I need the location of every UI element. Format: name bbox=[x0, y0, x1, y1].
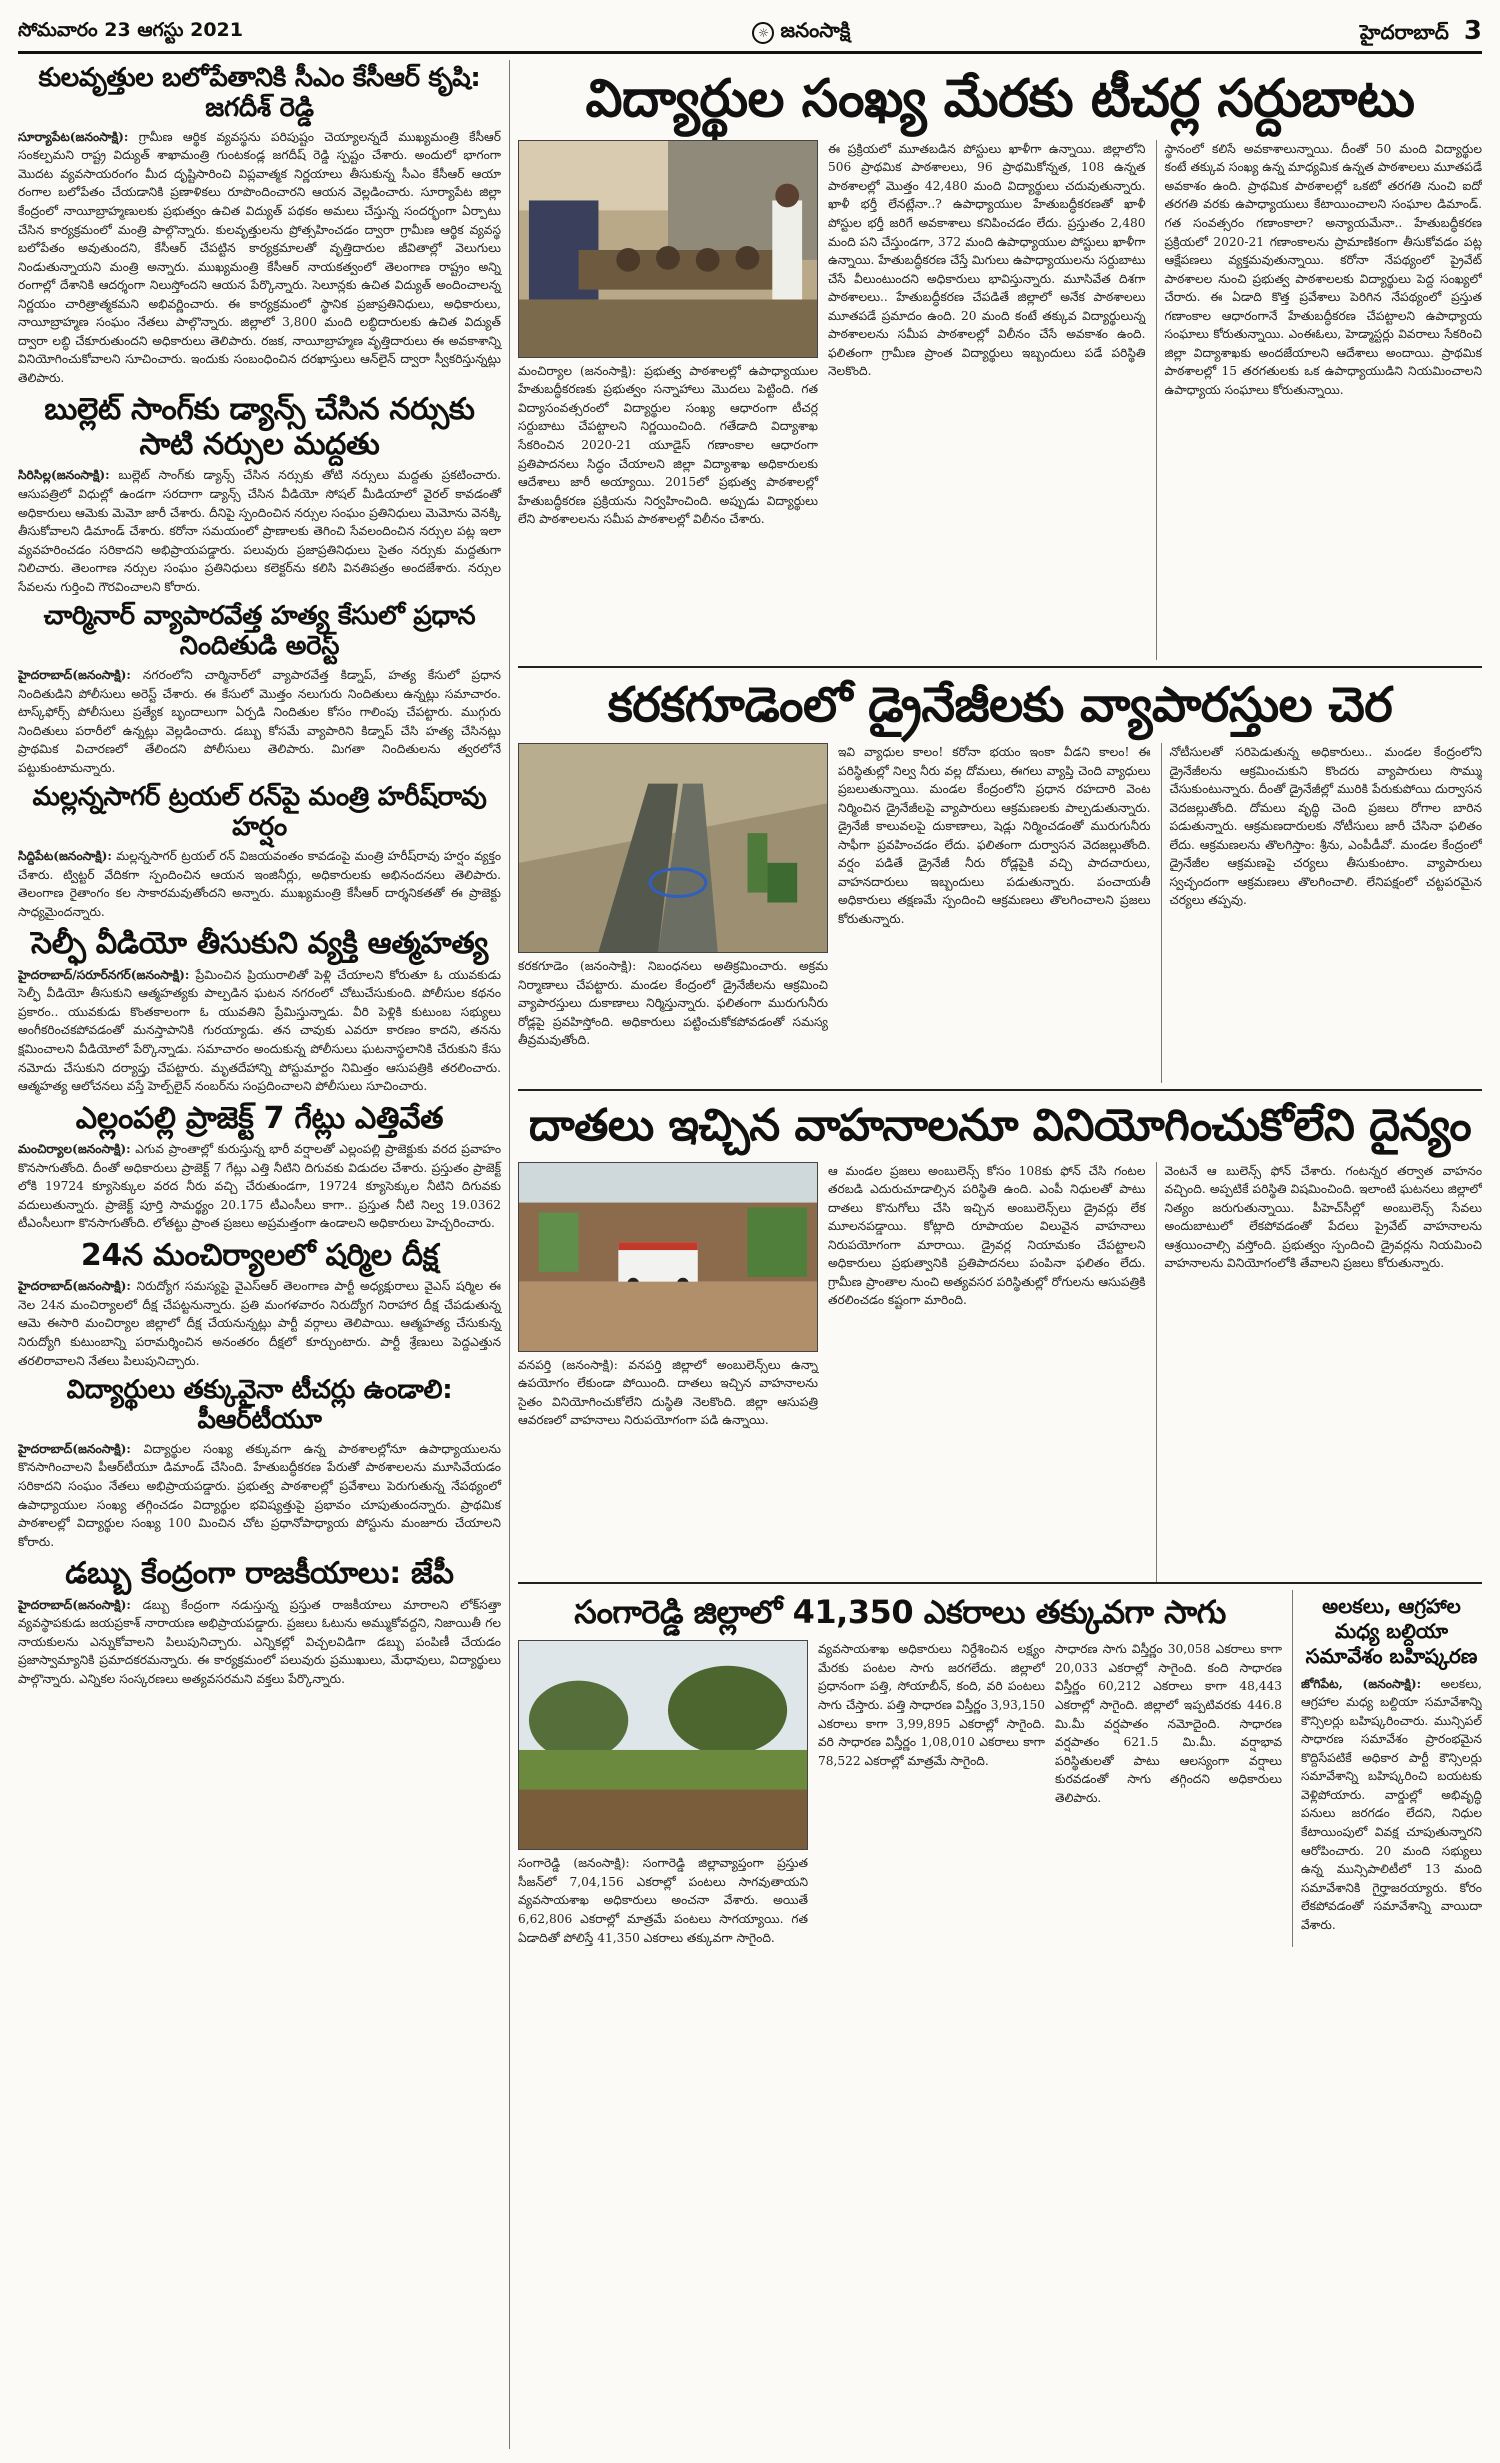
vehicles-caption: వనపర్తి (జనంసాక్షి): వనపర్తి జిల్లాలో అంబులెన్స్‌లు ఉన్నా ఉపయోగం లేకుండా పోయింది. దాతలు ఇచ్చిన వాహనాలను సైతం వినియోగించుకోలేని దుస్థితి నెలకొంది. జిల్లా ఆసుపత్రి ఆవరణలో వాహనాలు నిరుపయోగంగా పడి ఉన్నాయి. bbox=[518, 1357, 818, 1428]
headline-vehicles: దాతలు ఇచ్చిన వాహనాలనూ వినియోగించుకోలేని దైన్యం bbox=[518, 1089, 1482, 1152]
brand-name: జనంసాక్షి bbox=[780, 18, 851, 42]
story-text: మల్లన్నసాగర్‌ ట్రయల్‌ రన్‌ విజయవంతం కావడంపై మంత్రి హరీష్‌రావు హర్షం వ్యక్తం చేశారు. ట్విట్టర్‌ వేదికగా స్పందించిన ఆయన ఇంజినీర్లు, అధికారులకు అభినందనలు తెలిపారు. తెలంగాణ రైతాంగం కల సాకారమవుతోందని అన్నారు. ముఖ్యమంత్రి కేసీఆర్‌ దార్శనికతతో ఈ ప్రాజెక్టు సాధ్యమైందన్నారు. bbox=[18, 849, 501, 919]
story-text: గ్రామీణ ఆర్థిక వ్యవస్థను పరిపుష్టం చెయ్యాలన్నదే ముఖ్యమంత్రి కేసీఆర్‌ సంకల్పమని రాష్ట్ర విద్యుత్‌ శాఖామంత్రి గుంటకండ్ల జగదీష్‌ రెడ్డి స్పష్టం చేశారు. అందులో భాగంగా మొదట వ్యవసాయరంగం మీద దృష్టిసారించి విప్లవాత్మక నిర్ణయాలు తీసుకున్న సీఎం కేసీఆర్‌ ఆయా రంగాల బలోపేతం చేయడానికి ప్రణాళికలు రూపొందించారని ఆయన వెల్లడించారు. సూర్యాపేట జిల్లా కేంద్రంలో నాయీబ్రాహ్మణులకు ప్రభుత్వం ఉచిత విద్యుత్‌ పథకం అమలు చేస్తున్న సందర్భంగా ఏర్పాటు చేసిన కార్యక్రమంలో మంత్రి పాల్గొన్నారు. కులవృత్తులను ప్రోత్సహించడం ద్వారా గ్రామీణ ఆర్థిక వ్యవస్థ బలోపేతం అవుతుందని, కేసీఆర్‌ చేపట్టిన కార్యక్రమాలతో వృత్తిదారుల జీవితాల్లో వెలుగులు నిండుతున్నాయని మంత్రి అన్నారు. ముఖ్యమంత్రి కేసీఆర్‌ నాయకత్వంలో తెలంగాణ రాష్ట్రం అన్ని రంగాల్లో దేశానికి ఆదర్శంగా నిలుస్తోందని ఆయన పేర్కొన్నారు. సెలూన్లకు ఉచిత విద్యుత్‌ అందించాలన్న నిర్ణయం చారిత్రాత్మకమని అభివర్ణించారు. ఈ కార్యక్రమంలో స్థానిక ప్రజాప్రతినిధులు, అధికారులు, నాయీబ్రాహ్మణ సంఘం నేతలు పాల్గొన్నారు. జిల్లాలో 3,800 మంది లబ్ధిదారులకు ఉచిత విద్యుత్‌ ద్వారా లబ్ధి చేకూరుతుందని అధికారులు తెలిపారు. రజక, నాయీబ్రాహ్మణ వృత్తిదారులు ఈ అవకాశాన్ని వినియోగించుకోవాలని సూచించారు. ఇందుకు సంబంధించిన దరఖాస్తులు ఆన్‌లైన్‌ ద్వారా స్వీకరిస్తున్నట్లు తెలిపారు. bbox=[18, 129, 502, 385]
ambulance-photo bbox=[518, 1162, 818, 1352]
farming-col-3: సాధారణ సాగు విస్తీర్ణం 30,058 ఎకరాలు కాగా 20,033 ఎకరాల్లో సాగైంది. కంది సాధారణ విస్తీర్ణం 60,212 ఎకరాలు కాగా 48,443 ఎకరాల్లో సాగైంది. జిల్లాలో ఇప్పటివరకు 446.8 మి.మీ వర్షపాతం నమోదైంది. సాధారణ వర్షపాతం 621.5 మి.మీ. వర్షాభావ పరిస్థితులతో పాటు ఆలస్యంగా వర్షాలు కురవడంతో సాగు తగ్గిందని అధికారులు తెలిపారు. bbox=[1055, 1642, 1282, 1805]
left-column bbox=[18, 60, 510, 2449]
story-baldia bbox=[1292, 1590, 1482, 1948]
story-left-0 bbox=[18, 64, 501, 387]
story-left-2 bbox=[18, 602, 501, 777]
story-text: నగరంలోని చార్మినార్‌లో వ్యాపారవేత్త కిడ్నాప్‌, హత్య కేసులో ప్రధాన నిందితుడిని పోలీసులు అరెస్ట్‌ చేశారు. ఈ కేసులో మొత్తం నలుగురు నిందితులు ఉన్నట్లు సమాచారం. టాస్క్‌ఫోర్స్‌ పోలీసులు ప్రత్యేక బృందాలుగా ఏర్పడి నిందితుల కోసం గాలింపు చేపట్టారు. ముగ్గురు నిందితులు పరారీలో ఉన్నట్లు వెల్లడించారు. డబ్బు కోసమే వ్యాపారిని కిడ్నాప్‌ చేసి హత్య చేసినట్లు ప్రాథమిక విచారణలో తేలిందని పోలీసులు తెలిపారు. మిగతా నిందితులను త్వరలోనే పట్టుకుంటామన్నారు. bbox=[18, 668, 501, 775]
page-info bbox=[1360, 16, 1482, 49]
story-title: కులవృత్తుల బలోపేతానికి సీఎం కేసీఆర్‌ కృషి: జగదీశ్‌ రెడ్డి bbox=[38, 63, 481, 123]
story-title: చార్మినార్‌ వ్యాపారవేత్త హత్య కేసులో ప్రధాన నిందితుడి అరెస్ట్‌ bbox=[43, 601, 476, 662]
farming-caption: సంగారెడ్డి (జనంసాక్షి): సంగారెడ్డి జిల్లావ్యాప్తంగా ప్రస్తుత సీజన్‌లో 7,04,156 ఎకరాల్లో పంటలు సాగవుతాయని వ్యవసాయశాఖ అధికారులు అంచనా వేశారు. అయితే 6,62,806 ఎకరాల్లో మాత్రమే పంటలు సాగయ్యాయి. గత ఏడాదితో పోలిస్తే 41,350 ఎకరాలు తక్కువగా సాగైంది. bbox=[518, 1856, 808, 1945]
story-teachers bbox=[518, 70, 1482, 660]
vehicles-col-2: ఆ మండల ప్రజలు అంబులెన్స్‌ కోసం 108కు ఫోన్‌ చేసి గంటల తరబడి ఎదురుచూడాల్సిన పరిస్థితి ఉంది. ఎంపీ నిధులతో పాటు దాతలు కొనుగోలు చేసి ఇచ్చిన అంబులెన్స్‌లు డ్రైవర్లు లేక మూలనపడ్డాయి. కోట్లాది రూపాయల విలువైన వాహనాలు నిరుపయోగంగా మారాయి. డ్రైవర్ల నియామకం చేపట్టాలని అధికారులు ప్రభుత్వానికి ప్రతిపాదనలు పంపినా ఫలితం లేదు. గ్రామీణ ప్రాంతాల నుంచి అత్యవసర పరిస్థితుల్లో రోగులను ఆసుపత్రికి తరలించడం కష్టంగా మారింది. bbox=[828, 1163, 1146, 1308]
drainage-body bbox=[518, 743, 1482, 1083]
teachers-col-3: స్థానంలో కలిసే అవకాశాలున్నాయి. దీంతో 50 మంది విద్యార్థుల కంటే తక్కువ సంఖ్య ఉన్న మాధ్యమిక ఉన్నత పాఠశాలలు మూతపడే అవకాశం ఉంది. ప్రాథమిక పాఠశాలల్లో ఒకటో తరగతి నుంచి ఐదో తరగతి వరకు ఉపాధ్యాయులు కేటాయించాలని సంఘాల డిమాండ్‌. గత సంవత్సరం గణాంకాలా? అన్యాయమేనా.. హేతుబద్ధీకరణ ప్రక్రియలో 2020-21 గణాంకాలను ప్రామాణికంగా తీసుకోవడం పట్ల ఆక్షేపణలు వ్యక్తమవుతున్నాయి. కరోనా నేపథ్యంలో ప్రైవేట్‌ పాఠశాలల నుంచి ప్రభుత్వ పాఠశాలలకు విద్యార్థులు పెద్ద సంఖ్యలో చేరారు. ఈ ఏడాది కొత్త ప్రవేశాలు పెరిగిన నేపథ్యంలో ప్రస్తుత గణాంకాల ఆధారంగానే హేతుబద్ధీకరణ చేపట్టాలని ఉపాధ్యాయ సంఘాలు కోరుతున్నాయి. ఎంఈఓలు, హెడ్మాస్టర్లు వివరాలు సేకరించి జిల్లా విద్యాశాఖకు అందజేయాలని ఆదేశాలు అందాయి. ప్రాథమిక పాఠశాలల్లో 15 తరగతులకు ఒక ఉపాధ్యాయుడిని నియమించాలని ఉపాధ్యాయ సంఘాలు కోరుతున్నాయి. bbox=[1156, 140, 1483, 660]
story-title: సెల్ఫీ వీడియో తీసుకుని వ్యక్తి ఆత్మహత్య bbox=[31, 926, 488, 962]
story-left-3 bbox=[18, 783, 501, 921]
baldia-title: అలకలు, ఆగ్రహాల మధ్య బల్దియా సమావేశం బహిష్కరణ bbox=[1305, 1593, 1478, 1668]
story-title: 24న మంచిర్యాలలో షర్మిల దీక్ష bbox=[80, 1237, 439, 1273]
drainage-col-2: ఇవి వ్యాధుల కాలం! కరోనా భయం ఇంకా వీడని కాలం! ఈ పరిస్థితుల్లో నిల్వ నీరు వల్ల దోమలు, ఈగలు వ్యాప్తి చెంది వ్యాధులు ప్రబలుతున్నాయి. మండల కేంద్రంలోని ప్రధాన రహదారి వెంట నిర్మించిన డ్రైనేజీలపై వ్యాపారులు ఆక్రమణలకు పాల్పడుతున్నారు. డ్రైనేజీ కాలువలపై దుకాణాలు, షెడ్లు నిర్మించడంతో మురుగునీరు సాఫీగా ప్రవహించడం లేదు. ఫలితంగా దుర్వాసన వెదజల్లుతోంది. వర్షం పడితే డ్రైనేజీ నీరు రోడ్లపైకి వచ్చి పాదచారులు, వాహనదారులు ఇబ్బందులు పడుతున్నారు. పంచాయతీ అధికారులు తక్షణమే స్పందించి ఆక్రమణలు తొలగించాలని ప్రజలు కోరుతున్నారు. bbox=[838, 744, 1151, 926]
bottom-row bbox=[518, 1582, 1482, 1948]
dateline: మంచిర్యాల(జనంసాక్షి): bbox=[18, 1142, 131, 1157]
drainage-photo-col bbox=[518, 743, 828, 1083]
headline-farming: సంగారెడ్డి జిల్లాలో 41,350 ఎకరాలు తక్కువగా సాగు bbox=[574, 1592, 1226, 1631]
classroom-photo bbox=[518, 140, 818, 358]
story-text: డబ్బు కేంద్రంగా నడుస్తున్న ప్రస్తుత రాజకీయాలు మారాలని లోక్‌సత్తా వ్యవస్థాపకుడు జయప్రకాశ్‌ నారాయణ అభిప్రాయపడ్డారు. ప్రజలు ఓటును అమ్ముకోవద్దని, నిజాయితీ గల నాయకులను ఎన్నుకోవాలని పిలుపునిచ్చారు. ఎన్నికల్లో విచ్చలవిడిగా డబ్బు పంపిణీ చేయడం ప్రజాస్వామ్యానికి ప్రమాదకరమన్నారు. ఈ కార్యక్రమంలో పలువురు ప్రముఖులు, మేధావులు, విద్యార్థులు పాల్గొన్నారు. ఎన్నికల సంస్కరణలు అత్యవసరమని వక్తలు పేర్కొన్నారు. bbox=[18, 1597, 502, 1686]
story-text: ఎగువ ప్రాంతాల్లో కురుస్తున్న భారీ వర్షాలతో ఎల్లంపల్లి ప్రాజెక్టుకు వరద ప్రవాహం కొనసాగుతోంది. దీంతో అధికారులు ప్రాజెక్ట్‌ 7 గేట్లు ఎత్తి నీటిని దిగువకు విడుదల చేశారు. ప్రస్తుతం ప్రాజెక్ట్‌ లోకి 19724 క్యూసెక్కుల వరద నీరు వచ్చి చేరుతుండగా, 19724 క్యూసెక్కుల నీటిని దిగువకు వదులుతున్నారు. ప్రాజెక్ట్‌ పూర్తి సామర్థ్యం 20.175 టీఎంసీలు కాగా.. ప్రస్తుత నీటి నిల్వ 19.0362 టీఎంసీలుగా కొనసాగుతోంది. లోతట్టు ప్రాంత ప్రజలు అప్రమత్తంగా ఉండాలని అధికారులు హెచ్చరించారు. bbox=[18, 1142, 501, 1231]
story-body bbox=[18, 966, 501, 1096]
masthead bbox=[18, 14, 1482, 54]
city: హైదరాబాద్ bbox=[1359, 20, 1449, 44]
story-drainage bbox=[518, 666, 1482, 1083]
field-photo bbox=[518, 1640, 808, 1850]
brand bbox=[752, 18, 850, 47]
story-text: బుల్లెట్‌ సాంగ్‌కు డ్యాన్స్‌ చేసిన నర్సుకు తోటి నర్సులు మద్దతు ప్రకటించారు. ఆసుపత్రిలో విధుల్లో ఉండగా సరదాగా డ్యాన్స్‌ చేసిన వీడియో సోషల్‌ మీడియాలో వైరల్‌ కావడంతో అధికారులు ఆమెకు మెమో జారీ చేశారు. దీనిపై స్పందించిన నర్సుల సంఘం ప్రతినిధులు మెమోను వెనక్కి తీసుకోవాలని డిమాండ్‌ చేశారు. కరోనా సమయంలో ప్రాణాలకు తెగించి సేవలందించిన నర్సుల పట్ల ఇలా వ్యవహరించడం సరికాదని అభిప్రాయపడ్డారు. పలువురు ప్రజాప్రతినిధులు సైతం నర్సుకు మద్దతుగా నిలిచారు. తెలంగాణ నర్సుల సంఘం ప్రతినిధులు కలెక్టర్‌ను కలిసి వినతిపత్రం అందజేశారు. నర్సుల సేవలను గుర్తించి గౌరవించాలని కోరారు. bbox=[18, 468, 502, 594]
dateline: హైదరాబాద్‌(జనంసాక్షి): bbox=[18, 1441, 131, 1456]
story-title: డబ్బు కేంద్రంగా రాజకీయాలు: జేపీ bbox=[65, 1556, 454, 1592]
baldia-text: అలకలు, ఆగ్రహాల మధ్య బల్దియా సమావేశాన్ని కౌన్సిలర్లు బహిష్కరించారు. మున్సిపల్‌ సాధారణ సమావేశం ప్రారంభమైన కొద్దిసేపటికే అధికార పార్టీ కౌన్సిలర్లు సమావేశాన్ని బహిష్కరించి బయటకు వెళ్లిపోయారు. వార్డుల్లో అభివృద్ధి పనులు జరగడం లేదని, నిధుల కేటాయింపులో వివక్ష చూపుతున్నారని ఆరోపించారు. 20 మంది సభ్యులు ఉన్న మున్సిపాలిటీలో 13 మంది సమావేశానికి గైర్హాజరయ్యారు. కోరం లేకపోవడంతో సమావేశాన్ని వాయిదా వేశారు. bbox=[1301, 1676, 1482, 1932]
farming-col-2: వ్యవసాయశాఖ అధికారులు నిర్దేశించిన లక్ష్యం మేరకు పంటల సాగు జరగలేదు. జిల్లాలో ప్రధానంగా పత్తి, సోయాబీన్‌, కంది, వరి పంటలు సాగు చేస్తారు. పత్తి సాధారణ విస్తీర్ణం 3,93,150 ఎకరాలు కాగా 3,99,895 ఎకరాల్లో సాగైంది. వరి సాధారణ విస్తీర్ణం 1,08,010 ఎకరాలు కాగా 78,522 ఎకరాల్లో మాత్రమే సాగైంది. bbox=[818, 1642, 1045, 1768]
dateline: హైదరాబాద్‌(జనంసాక్షి): bbox=[18, 668, 131, 683]
story-left-8 bbox=[18, 1557, 501, 1688]
dateline: సిరిసిల్ల(జనంసాక్షి): bbox=[18, 468, 110, 483]
dateline: హైదరాబాద్‌/సరూర్‌నగర్‌(జనంసాక్షి): bbox=[18, 967, 190, 982]
drainage-photo bbox=[518, 743, 828, 953]
story-farming bbox=[518, 1590, 1282, 1948]
brand-logo-icon: ☼ bbox=[752, 22, 774, 44]
story-left-5 bbox=[18, 1102, 501, 1233]
story-left-1 bbox=[18, 393, 501, 596]
story-body bbox=[18, 1277, 501, 1370]
dateline: హైదరాబాద్‌(జనంసాక్షి): bbox=[18, 1279, 131, 1294]
story-body bbox=[18, 666, 501, 777]
story-left-4 bbox=[18, 927, 501, 1095]
teachers-col-2: ఈ ప్రక్రియలో మూతబడిన పోస్టులు ఖాళీగా ఉన్నాయి. జిల్లాలోని 506 ప్రాథమిక పాఠశాలలు, 96 ప్రాథమికోన్నత, 108 ఉన్నత పాఠశాలల్లో మొత్తం 42,480 మంది విద్యార్థులు చదువుతున్నారు. ఖాళీ భర్తీ లేనట్లేనా..? ఉపాధ్యాయుల హేతుబద్ధీకరణతో ఖాళీ పోస్టుల భర్తీ జరిగే అవకాశాలు కనిపించడం లేదు. ప్రస్తుతం 2,480 మంది పని చేస్తుండగా, 372 మంది ఉపాధ్యాయుల పోస్టులు ఖాళీగా ఉన్నాయి. హేతుబద్ధీకరణ చేస్తే మిగులు ఉపాధ్యాయులను సర్దుబాటు చేసే వీలుంటుందని అధికారులు భావిస్తున్నారు. మూసివేత దిశగా పాఠశాలలు.. హేతుబద్ధీకరణ చేపడితే జిల్లాలో అనేక పాఠశాలలు మూతపడే ప్రమాదం ఉంది. 20 మంది కంటే తక్కువ విద్యార్థులున్న పాఠశాలలను సమీప పాఠశాలల్లో విలీనం చేసే అవకాశం ఉంది. ఫలితంగా గ్రామీణ ప్రాంత విద్యార్థులు ఇబ్బందులు పడే పరిస్థితి నెలకొంది. bbox=[828, 141, 1146, 379]
teachers-body bbox=[518, 140, 1482, 660]
dateline: హైదరాబాద్‌(జనంసాక్షి): bbox=[18, 1597, 131, 1612]
dateline: సూర్యాపేట(జనంసాక్షి): bbox=[18, 129, 129, 144]
story-text: విద్యార్థుల సంఖ్య తక్కువగా ఉన్న పాఠశాలల్లోనూ ఉపాధ్యాయులను కొనసాగించాలని పీఆర్‌టీయూ డిమాండ్‌ చేసింది. హేతుబద్ధీకరణ పేరుతో పాఠశాలలను మూసివేయడం సరికాదని సంఘం నేతలు అభిప్రాయపడ్డారు. ప్రభుత్వ పాఠశాలల్లో ప్రవేశాలు పెరుగుతున్న నేపథ్యంలో ఉపాధ్యాయుల సంఖ్య తగ్గించడం విద్యార్థుల భవిష్యత్తుపై ప్రభావం చూపుతుందన్నారు. ప్రాథమిక పాఠశాలల్లో విద్యార్థుల సంఖ్య 100 మించిన చోట ప్రధానోపాధ్యాయ పోస్టును మంజూరు చేయాలని కోరారు. bbox=[18, 1441, 501, 1549]
vehicles-photo-col bbox=[518, 1162, 818, 1582]
story-body bbox=[18, 847, 501, 921]
story-left-6 bbox=[18, 1239, 501, 1370]
headline-drainage: కరకగూడెంలో డ్రైనేజీలకు వ్యాపారస్తుల చెర bbox=[518, 666, 1482, 733]
headline-teachers: విద్యార్థుల సంఖ్య మేరకు టీచర్ల సర్దుబాటు bbox=[585, 69, 1415, 129]
story-body bbox=[18, 1440, 501, 1551]
story-text: నిరుద్యోగ సమస్యపై వైఎస్‌ఆర్‌ తెలంగాణ పార్టీ అధ్యక్షురాలు వైఎస్‌ షర్మిల ఈ నెల 24న మంచిర్యాలలో దీక్ష చేపట్టనున్నారు. ప్రతి మంగళవారం నిరుద్యోగ నిరాహార దీక్ష చేపడుతున్న ఆమె ఈసారి మంచిర్యాల జిల్లాలో దీక్ష చేయనున్నట్లు పార్టీ వర్గాలు తెలిపాయి. ఆత్మహత్య చేసుకున్న నిరుద్యోగి కుటుంబాన్ని పరామర్శించిన అనంతరం దీక్షలో కూర్చుంటారు. పార్టీ శ్రేణులు పెద్దఎత్తున తరలిరావాలని నేతలు పిలుపునిచ్చారు. bbox=[18, 1279, 501, 1368]
story-body bbox=[18, 128, 501, 388]
story-text: ప్రేమించిన ప్రియురాలితో పెళ్లి చేయాలని కోరుతూ ఓ యువకుడు సెల్ఫీ వీడియో తీసుకుని ఆత్మహత్యకు పాల్పడిన ఘటన నగరంలో చోటుచేసుకుంది. పోలీసుల కథనం ప్రకారం.. యువకుడు కొంతకాలంగా ఓ యువతిని ప్రేమిస్తున్నాడు. వీరి పెళ్లికి కుటుంబ సభ్యులు అంగీకరించకపోవడంతో మనస్తాపానికి గురయ్యాడు. తన చావుకు ఎవరూ కారణం కాదని, తనను క్షమించాలని వీడియోలో పేర్కొన్నాడు. సమాచారం అందుకున్న పోలీసులు ఘటనాస్థలానికి చేరుకుని కేసు నమోదు చేసుకుని దర్యాప్తు చేపట్టారు. మృతదేహాన్ని పోస్టుమార్టం నిమిత్తం ఆసుపత్రికి తరలించారు. ఆత్మహత్య ఆలోచనలు వస్తే హెల్ప్‌లైన్‌ నంబర్‌ను సంప్రదించాలని పోలీసులు సూచించారు. bbox=[18, 967, 501, 1094]
story-vehicles bbox=[518, 1089, 1482, 1582]
story-body bbox=[18, 466, 501, 596]
story-body bbox=[18, 1140, 501, 1233]
dateline: సిద్దిపేట(జనంసాక్షి): bbox=[18, 849, 112, 864]
story-body bbox=[18, 1596, 501, 1689]
story-title: బుల్లెట్‌ సాంగ్‌కు డ్యాన్స్‌ చేసిన నర్సుకు సాటి నర్సుల మద్దతు bbox=[44, 392, 475, 462]
farming-body bbox=[518, 1640, 1282, 1947]
vehicles-body bbox=[518, 1162, 1482, 1582]
story-left-7 bbox=[18, 1376, 501, 1551]
teachers-caption: మంచిర్యాల (జనంసాక్షి): ప్రభుత్వ పాఠశాలల్లో ఉపాధ్యాయుల హేతుబద్ధీకరణకు ప్రభుత్వం సన్నాహాలు మొదలు పెట్టింది. గత విద్యాసంవత్సరంలో విద్యార్థుల సంఖ్య ఆధారంగా టీచర్ల సర్దుబాటు చేపట్టాలని నిర్ణయించింది. గతేడాది విద్యాశాఖ సేకరించిన 2020-21 యూడైస్‌ గణాంకాల ఆధారంగా ప్రతిపాదనలు సిద్ధం చేయాలని జిల్లా విద్యాశాఖ అధికారులకు ఆదేశాలు జారీ అయ్యాయి. 2015లో ప్రభుత్వ పాఠశాలల్లో హేతుబద్ధీకరణ ప్రక్రియను నిర్వహించింది. అప్పుడు విద్యార్థులు లేని పాఠశాలలను సమీప పాఠశాలల్లో విలీనం చేశారు. bbox=[518, 363, 818, 527]
main-area bbox=[518, 60, 1482, 2449]
issue-date: సోమవారం 23 ఆగస్టు 2021 bbox=[18, 19, 243, 41]
dateline: జోగిపేట, (జనంసాక్షి): bbox=[1301, 1676, 1422, 1691]
vehicles-col-3: వెంటనే ఆ బులెన్స్‌ ఫోన్‌ చేశారు. గంటన్నర తర్వాత వాహనం వచ్చింది. అప్పటికే పరిస్థితి విషమించింది. ఇలాంటి ఘటనలు జిల్లాలో నిత్యం జరుగుతున్నాయి. పీహెచ్‌సీల్లో అంబులెన్స్‌ సేవలు అందుబాటులో లేకపోవడంతో పేదలు ప్రైవేట్‌ వాహనాలను ఆశ్రయించాల్సి వస్తోంది. ప్రభుత్వం స్పందించి డ్రైవర్లను నియమించి వాహనాలను వినియోగంలోకి తేవాలని ప్రజలు కోరుతున్నారు. bbox=[1156, 1162, 1483, 1582]
page-number: 3 bbox=[1463, 16, 1482, 46]
story-title: ఎల్లంపల్లి ప్రాజెక్ట్‌ 7 గేట్లు ఎత్తివేత bbox=[75, 1100, 444, 1136]
story-title: మల్లన్నసాగర్‌ ట్రయల్‌ రన్‌పై మంత్రి హరీష్‌రావు హర్షం bbox=[32, 782, 487, 843]
teachers-photo-col bbox=[518, 140, 818, 660]
farming-photo-col bbox=[518, 1640, 808, 1947]
drainage-col-3: నోటీసులతో సరిపెడుతున్న అధికారులు.. మండల కేంద్రంలోని డ్రైనేజీలను ఆక్రమించుకుని కొందరు వ్యాపారులు సొమ్ము చేసుకుంటున్నారు. దీంతో డ్రైనేజీల్లో మురికి పేరుకుపోయి దుర్వాసన వెదజల్లుతోంది. దోమలు వృద్ధి చెంది ప్రజలు రోగాల బారిన పడుతున్నారు. ఆక్రమణదారులకు నోటీసులు జారీ చేసినా ఫలితం లేదు. ఆక్రమణలను తొలగిస్తాం: శ్రీను, ఎంపీడీవో. మండల కేంద్రంలో డ్రైనేజీల ఆక్రమణపై చర్యలు తీసుకుంటాం. వ్యాపారులు స్వచ్ఛందంగా ఆక్రమణలు తొలగించాలి. లేనిపక్షంలో చట్టపరమైన చర్యలు తప్పవు. bbox=[1161, 743, 1483, 1083]
baldia-body bbox=[1301, 1675, 1482, 1935]
drainage-caption: కరకగూడెం (జనంసాక్షి): నిబంధనలు అతిక్రమించారు. అక్రమ నిర్మాణాలు చేపట్టారు. మండల కేంద్రంలో డ్రైనేజీలను ఆక్రమించి వ్యాపారస్తులు దుకాణాలు నిర్మిస్తున్నారు. ఫలితంగా మురుగునీరు రోడ్లపై ప్రవహిస్తోంది. అధికారులు పట్టించుకోకపోవడంతో సమస్య తీవ్రమవుతోంది. bbox=[518, 958, 828, 1048]
story-title: విద్యార్థులు తక్కువైనా టీచర్లు ఉండాలి: పీఆర్‌టీయూ bbox=[66, 1375, 453, 1435]
